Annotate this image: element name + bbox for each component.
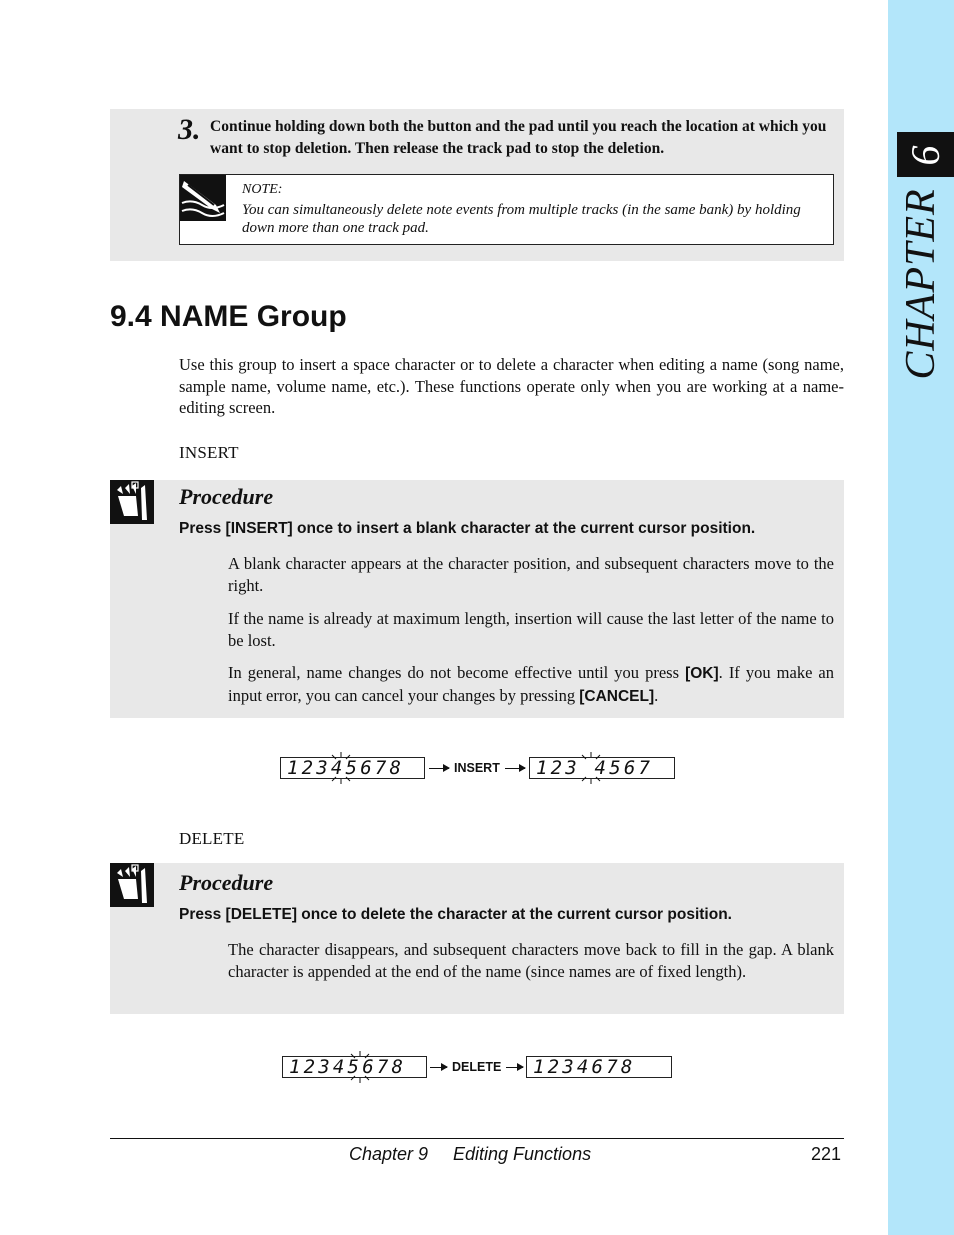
delete-heading: DELETE [179,829,245,848]
insert-heading: INSERT [179,443,239,462]
hand-press-icon [110,480,154,524]
footer-rule [110,1138,844,1139]
insert-arrow-1 [429,768,449,769]
delete-procedure-title: Procedure [179,870,274,895]
insert-para-2: If the name is already at maximum length, insertion will cause the last letter of the name to be lost. [228,609,834,650]
page-number: 221 [811,1144,842,1164]
section-intro: Use this group to insert a space character or to delete a character when editing a name (song name, sample name, volume name, etc.). These functions operate only when you are working at a name-editing screen. [179,355,844,417]
lcd-insert-after: 123 4567 [529,757,675,779]
pencil-note-icon [180,175,226,221]
insert-para-1: A blank character appears at the character position, and subsequent characters move to the right. [228,554,834,595]
lcd-delete-after: 1234678 [526,1056,672,1078]
insert-para-3: In general, name changes do not become effective until you press [OK]. If you make an input error, you can cancel your changes by pressing [CANCEL]. [228,663,835,705]
note-box [179,174,834,245]
hand-press-icon [110,863,154,907]
lcd-delete-before: 12345678 [282,1056,427,1078]
delete-diagram-label: DELETE [452,1060,502,1074]
delete-arrow-1 [430,1067,447,1068]
delete-para-1: The character disappears, and subsequent characters move back to fill in the gap. A blank character is appended at the end of the name (since names are of fixed length). [228,940,834,981]
chapter-tab [888,0,954,1235]
insert-step: Press [INSERT] once to insert a blank character at the current cursor position. [179,520,756,537]
note-title: NOTE: [242,182,283,197]
step-number: 3. [178,113,201,146]
step-text: Continue holding down both the button and the pad until you reach the location at which you want to stop deletion. Then release the track pad to stop the deletion. [210,118,827,157]
chapter-word: CHAPTER [898,188,944,380]
note-text: You can simultaneously delete note events from multiple tracks (in the same bank) by holding down more than one track pad. [242,202,801,236]
cursor-blink-icon [578,752,604,784]
lcd-insert-before: 12345678 [280,757,425,779]
footer-chapter: Chapter 9 [349,1144,429,1164]
footer-title: Editing Functions [453,1144,592,1164]
cursor-blink-icon [328,752,354,784]
insert-diagram-label: INSERT [454,761,500,775]
section-title: 9.4 NAME Group [110,300,347,333]
insert-procedure-title: Procedure [179,484,274,509]
delete-arrow-2 [506,1067,523,1068]
cursor-blink-icon [347,1051,373,1083]
delete-step: Press [DELETE] once to delete the character at the current cursor position. [179,906,732,923]
insert-arrow-2 [505,768,525,769]
chapter-number: 9 [897,132,954,177]
